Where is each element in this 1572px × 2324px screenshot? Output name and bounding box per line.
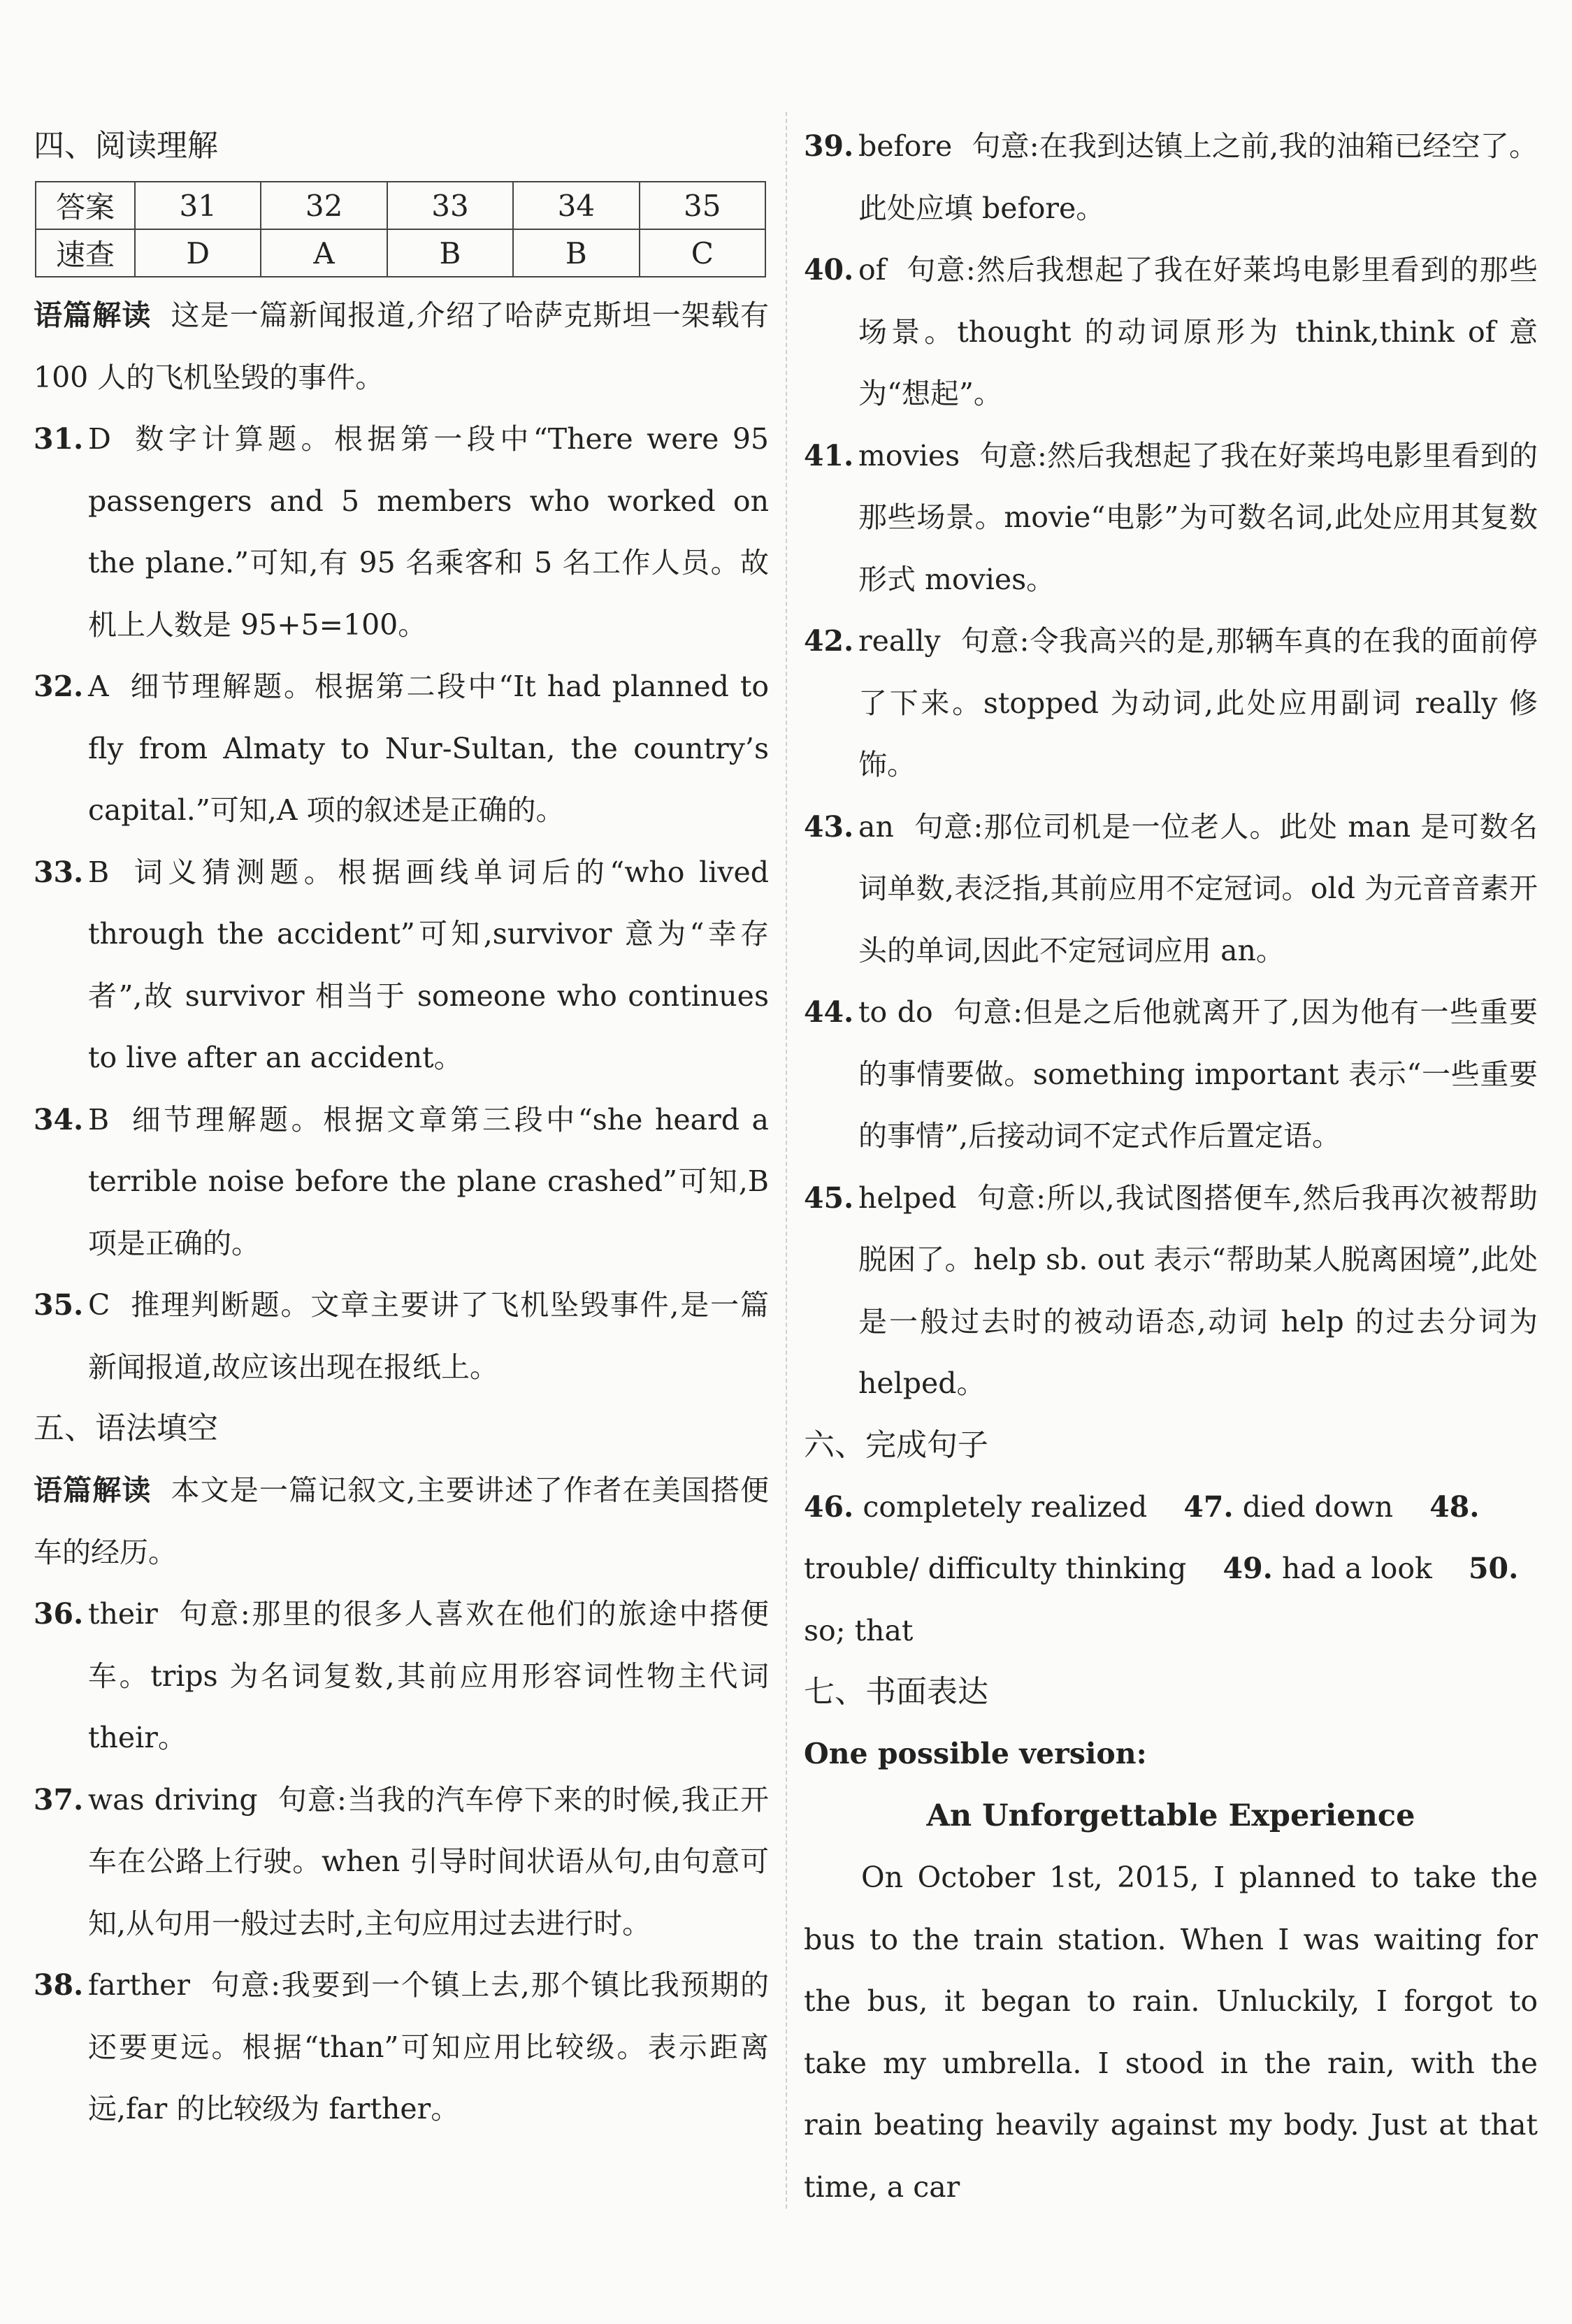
item-number: 32. <box>34 670 84 703</box>
sentence-completion-answers <box>804 1476 1538 1662</box>
answer-table-label: 速查 <box>36 229 135 277</box>
item-number: 44. <box>804 995 854 1029</box>
item-explanation: 细节理解题。根据文章第三段中“she heard a terrible noise before the plane crashed”可知,B 项是正确的。 <box>88 1102 769 1260</box>
answer-table-question: 35 <box>640 182 765 229</box>
item-answer: was driving <box>88 1782 258 1817</box>
answer-table-row <box>36 182 765 229</box>
item-explanation: 句意:令我高兴的是,那辆车真的在我的面前停了下来。stopped 为动词,此处应用副词 really 修饰。 <box>858 624 1538 781</box>
item-answer: before <box>858 129 953 163</box>
item-number: 34. <box>34 1102 84 1136</box>
item-answer: B <box>88 855 110 889</box>
answer-item-44 <box>804 981 1538 1167</box>
item-explanation: 句意:那里的很多人喜欢在他们的旅途中搭便车。trips 为名词复数,其前应用形容词性物主代词 their。 <box>88 1597 769 1754</box>
analysis-label: 语篇解读 <box>34 298 152 332</box>
section4-title: 四、阅读理解 <box>34 128 218 164</box>
answer-table-answer: D <box>135 229 261 277</box>
section5-title: 五、语法填空 <box>34 1410 218 1446</box>
item-explanation: 推理判断题。文章主要讲了飞机坠毁事件,是一篇新闻报道,故应该出现在报纸上。 <box>88 1288 769 1384</box>
essay-title: An Unforgettable Experience <box>926 1798 1415 1833</box>
item-number: 36. <box>34 1597 84 1631</box>
answer-table-question: 31 <box>135 182 261 229</box>
item-explanation: 句意:然后我想起了我在好莱坞电影里看到的那些场景。movie“电影”为可数名词,此处应用其复数形式 movies。 <box>858 438 1538 596</box>
item-number: 31. <box>34 422 84 456</box>
passage-analysis <box>34 1459 769 1583</box>
item-answer: really <box>858 624 941 658</box>
item-number: 37. <box>34 1782 84 1817</box>
answer-item-32 <box>34 656 769 842</box>
item-number: 41. <box>804 438 854 472</box>
item-explanation: 句意:在我到达镇上之前,我的油箱已经空了。此处应填 before。 <box>858 129 1538 225</box>
answer-table-answer: B <box>387 229 513 277</box>
answer-table-question: 34 <box>513 182 639 229</box>
item-explanation: 细节理解题。根据第二段中“It had planned to fly from Almaty to Nur-Sultan, the country’s capital.”可知,A 项的叙述是正确的。 <box>88 670 769 827</box>
item-number: 49. <box>1223 1552 1273 1585</box>
answer-item-34 <box>34 1089 769 1275</box>
item-answer: to do <box>858 995 933 1029</box>
answer-item-42 <box>804 610 1538 796</box>
item-explanation: 句意:然后我想起了我在好莱坞电影里看到的那些场景。thought 的动词原形为 think,think of 意为“想起”。 <box>858 253 1538 410</box>
answer-item-45 <box>804 1167 1538 1415</box>
completion-answer: died down <box>1242 1489 1394 1524</box>
answer-table-answer: B <box>513 229 639 277</box>
item-answer: their <box>88 1597 158 1631</box>
version-label: One possible version: <box>804 1737 1147 1770</box>
answer-item-41 <box>804 425 1538 611</box>
answer-table-answer: C <box>640 229 765 277</box>
item-number: 45. <box>804 1181 854 1215</box>
item-answer: movies <box>858 438 960 472</box>
item-explanation: 句意:所以,我试图搭便车,然后我再次被帮助脱困了。help sb. out 表示“帮助某人脱离困境”,此处是一般过去时的被动语态,动词 help 的过去分词为 helped。 <box>858 1181 1538 1400</box>
answer-item-43 <box>804 796 1538 982</box>
item-number: 38. <box>34 1968 84 2002</box>
answer-item-33 <box>34 842 769 1089</box>
item-number: 43. <box>804 809 854 844</box>
item-number: 35. <box>34 1288 84 1322</box>
completion-answer: so; that <box>804 1613 914 1647</box>
item-number: 42. <box>804 624 854 658</box>
item-answer: B <box>88 1102 110 1136</box>
answer-table <box>35 181 766 277</box>
answer-table-row <box>36 229 765 277</box>
answer-table-question: 32 <box>261 182 387 229</box>
item-answer: of <box>858 253 886 287</box>
passage-analysis <box>34 284 769 408</box>
answer-item-31 <box>34 408 769 656</box>
answer-item-36 <box>34 1583 769 1769</box>
analysis-label: 语篇解读 <box>34 1473 152 1507</box>
right-column <box>804 115 1538 2218</box>
completion-answer: trouble/ difficulty thinking <box>804 1552 1187 1585</box>
item-explanation: 句意:我要到一个镇上去,那个镇比我预期的还要更远。根据“than”可知应用比较级。表示距离远,far 的比较级为 farther。 <box>88 1968 769 2125</box>
item-number: 33. <box>34 855 84 889</box>
essay-text: On October 1st, 2015, I planned to take the bus to the train station. When I was waiting for the bus, it began to rain. Unluckily, I forgot to take my umbrella. I stood in the rain, with the rain beating heavily against my body. Just at that time, a car <box>804 1861 1538 2204</box>
item-answer: C <box>88 1288 110 1322</box>
item-number: 48. <box>1429 1489 1480 1524</box>
item-explanation: 词义猜测题。根据画线单词后的“who lived through the accident”可知,survivor 意为“幸存者”,故 survivor 相当于 someone who continues to live after an accident。 <box>88 855 769 1074</box>
item-number: 50. <box>1469 1552 1519 1585</box>
answer-item-35 <box>34 1274 769 1398</box>
item-explanation: 句意:当我的汽车停下来的时候,我正开车在公路上行驶。when 引导时间状语从句,由句意可知,从句用一般过去时,主句应用过去进行时。 <box>88 1782 769 1940</box>
item-number: 47. <box>1183 1489 1234 1524</box>
section6-title: 六、完成句子 <box>804 1427 988 1463</box>
column-divider <box>786 112 787 2209</box>
analysis-text: 这是一篇新闻报道,介绍了哈萨克斯坦一架载有 100 人的飞机坠毁的事件。 <box>34 298 770 394</box>
analysis-text: 本文是一篇记叙文,主要讲述了作者在美国搭便车的经历。 <box>34 1473 770 1569</box>
item-answer: farther <box>88 1968 190 2002</box>
completion-answer: completely realized <box>863 1489 1148 1524</box>
answer-item-40 <box>804 239 1538 425</box>
item-number: 46. <box>804 1489 854 1524</box>
answer-table-answer: A <box>261 229 387 277</box>
answer-item-38 <box>34 1954 769 2140</box>
item-number: 39. <box>804 129 854 163</box>
answer-table-question: 33 <box>387 182 513 229</box>
answer-item-39 <box>804 115 1538 239</box>
completion-answer: had a look <box>1281 1552 1432 1585</box>
section7-title: 七、书面表达 <box>804 1674 988 1710</box>
answer-table-label: 答案 <box>36 182 135 229</box>
answer-item-37 <box>34 1769 769 1955</box>
item-explanation: 数字计算题。根据第一段中“There were 95 passengers and 5 members who worked on the plane.”可知,有 95 名乘客和 5 名工作人员。故机上人数是 95+5=100。 <box>88 422 769 642</box>
item-answer: A <box>88 670 109 703</box>
item-answer: D <box>88 422 111 456</box>
item-explanation: 句意:那位司机是一位老人。此处 man 是可数名词单数,表泛指,其前应用不定冠词。old 为元音音素开头的单词,因此不定冠词应用 an。 <box>858 809 1538 967</box>
left-column <box>34 115 769 2140</box>
item-explanation: 句意:但是之后他就离开了,因为他有一些重要的事情要做。something important 表示“一些重要的事情”,后接动词不定式作后置定语。 <box>858 995 1538 1153</box>
item-answer: an <box>858 809 894 844</box>
item-answer: helped <box>858 1181 957 1215</box>
item-number: 40. <box>804 253 854 287</box>
